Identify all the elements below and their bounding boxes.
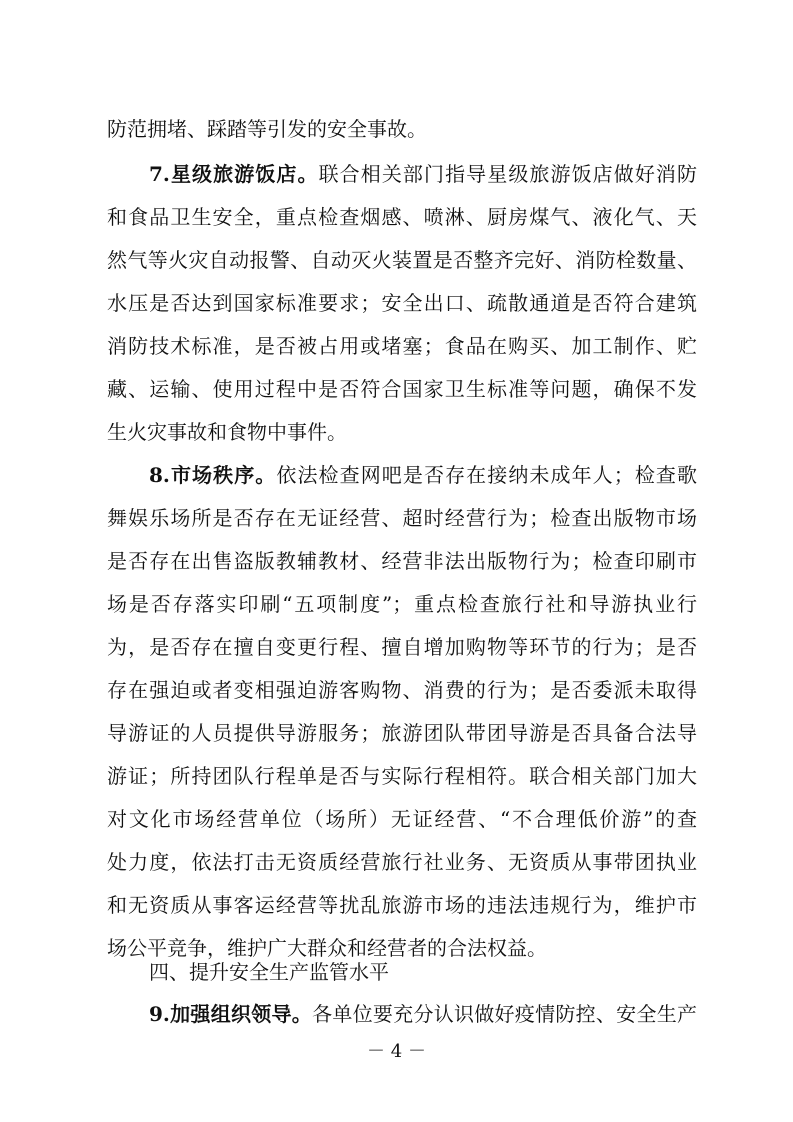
paragraph-line: 舞娱乐场所是否存在无证经营、超时经营行为；检查出版物市场 xyxy=(107,506,697,530)
item-9-heading: 9.加强组织领导。 xyxy=(149,1002,313,1026)
paragraph-line: 藏、运输、使用过程中是否符合国家卫生标准等问题，确保不发 xyxy=(107,377,697,401)
paragraph-line: 存在强迫或者变相强迫游客购物、消费的行为；是否委派未取得 xyxy=(107,678,697,702)
paragraph-line: 场公平竞争，维护广大群众和经营者的合法权益。 xyxy=(107,936,547,960)
item-8-first-line xyxy=(149,460,697,490)
page-number: － 4 － xyxy=(367,1041,426,1062)
paragraph-line: 场是否存落实印刷“五项制度”；重点检查旅行社和导游执业行 xyxy=(107,592,697,616)
section-heading: 四、提升安全生产监管水平 xyxy=(149,960,389,984)
paragraph-line: 处力度，依法打击无资质经营旅行社业务、无资质从事带团执业 xyxy=(107,850,697,874)
item-7-first-line xyxy=(149,159,697,189)
paragraph-line: 对文化市场经营单位（场所）无证经营、“不合理低价游”的查 xyxy=(107,807,697,831)
item-8-text: 依法检查网吧是否存在接纳未成年人；检查歌 xyxy=(276,463,697,487)
paragraph-line: 和无资质从事客运经营等扰乱旅游市场的违法违规行为，维护市 xyxy=(107,893,697,917)
paragraph-line: 水压是否达到国家标准要求；安全出口、疏散通道是否符合建筑 xyxy=(107,291,697,315)
paragraph-line: 是否存在出售盗版教辅教材、经营非法出版物行为；检查印刷市 xyxy=(107,549,697,573)
item-8-heading: 8.市场秩序。 xyxy=(149,463,277,487)
paragraph-line: 消防技术标准，是否被占用或堵塞；食品在购买、加工制作、贮 xyxy=(107,334,697,358)
item-7-heading: 7.星级旅游饭店。 xyxy=(149,162,319,186)
paragraph-line: 导游证的人员提供导游服务；旅游团队带团导游是否具备合法导 xyxy=(107,721,697,745)
item-9-first-line xyxy=(149,999,697,1029)
item-7-text: 联合相关部门指导星级旅游饭店做好消防 xyxy=(318,162,697,186)
paragraph-line: 和食品卫生安全，重点检查烟感、喷淋、厨房煤气、液化气、天 xyxy=(107,205,697,229)
item-9-text: 各单位要充分认识做好疫情防控、安全生产 xyxy=(312,1002,697,1026)
paragraph-line: 为，是否存在擅自变更行程、擅自增加购物等环节的行为；是否 xyxy=(107,635,697,659)
paragraph-line: 生火灾事故和食物中事件。 xyxy=(107,420,347,444)
paragraph-line: 防范拥堵、踩踏等引发的安全事故。 xyxy=(107,117,427,141)
paragraph-line: 游证；所持团队行程单是否与实际行程相符。联合相关部门加大 xyxy=(107,764,697,788)
paragraph-line: 然气等火灾自动报警、自动灭火装置是否整齐完好、消防栓数量、 xyxy=(107,248,697,272)
